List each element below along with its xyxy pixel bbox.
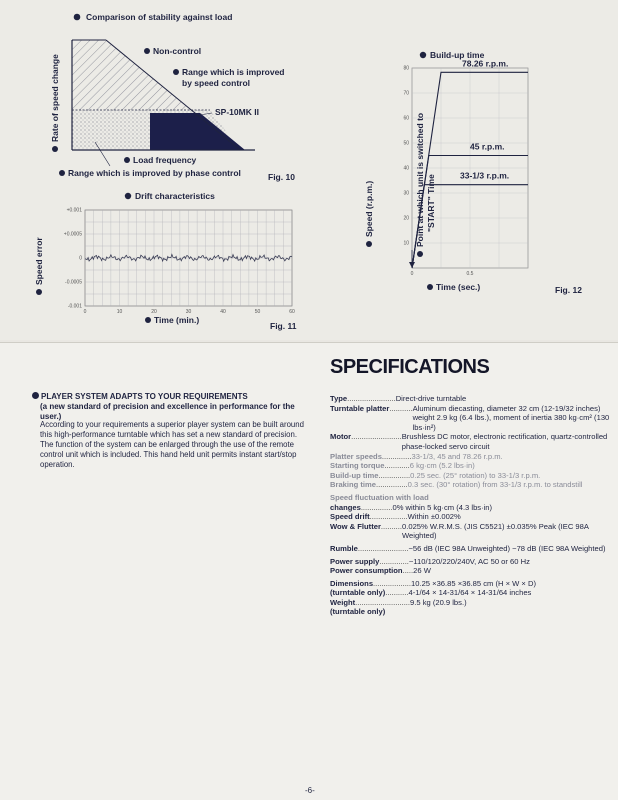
- spec-leader: ..............: [381, 451, 412, 461]
- spec-leader: ..................: [369, 512, 408, 522]
- fig10-noncontrol-label: Non-control: [153, 46, 202, 56]
- spec-value: 6 kg·cm (5.2 lbs·in): [409, 461, 475, 471]
- spec-row: [330, 598, 610, 608]
- fig11-ytick: 0: [79, 255, 82, 262]
- spec-key: Dimensions: [330, 578, 374, 588]
- fig12-xtick: 0: [410, 271, 414, 277]
- spec-value: [385, 607, 610, 617]
- fig12-series-label: 33-1/3 r.p.m.: [460, 170, 510, 181]
- fig11-ytick: +0.0005: [63, 231, 82, 238]
- spec-value: 0.25 sec. (25° rotation) to 33-1/3 r.p.m.: [410, 470, 541, 480]
- fig12-xtick: 0.5: [466, 271, 474, 277]
- spec-leader: ...........: [389, 403, 413, 413]
- spec-row: [330, 432, 610, 451]
- fig12-number: Fig. 12: [555, 285, 582, 295]
- spec-row: [330, 566, 610, 576]
- spec-row: [330, 588, 610, 598]
- fig10-speed-label-2: by speed control: [182, 78, 251, 88]
- fig10-load-label: Load frequency: [133, 155, 197, 165]
- fig11-number: Fig. 11: [270, 321, 297, 331]
- spec-value: 0.025% W.R.M.S. (JIS C5521) ±0.035% Peak (IEC 98A Weighted): [402, 521, 589, 541]
- spec-leader: ...............: [378, 470, 411, 480]
- spec-key: Motor: [330, 432, 352, 442]
- spec-leader: ..................: [373, 578, 412, 588]
- fig11-chart: [30, 188, 330, 338]
- spec-key: Rumble: [330, 543, 358, 553]
- spec-leader: ........................: [351, 432, 402, 442]
- spec-key: Wow & Flutter: [330, 521, 381, 531]
- fig12-title: Build-up time: [430, 50, 485, 60]
- fig10-number: Fig. 10: [268, 172, 295, 182]
- fig10-phase-label: Range which is improved by phase control: [68, 168, 241, 178]
- spec-row: [330, 461, 610, 471]
- spec-value: Brushless DC motor, electronic rectification, quartz-controlled phase-locked servo circuit: [401, 432, 608, 451]
- spec-key: changes: [330, 502, 361, 512]
- specifications-table: [330, 394, 610, 617]
- spec-value: Aluminum diecasting, diameter 32 cm (12-19/32 inches) weight 2.9 kg (6.4 lbs.), moment of inertia 380 kg·cm² (130 lbs·in²): [412, 403, 610, 432]
- spec-row: [330, 471, 610, 481]
- spec-key: Starting torque: [330, 461, 385, 471]
- fig12-ytick: 40: [403, 165, 409, 172]
- spec-leader: ...............: [360, 502, 393, 512]
- fig12-chart: [350, 40, 610, 340]
- spec-value: ~110/120/220/240V, AC 50 or 60 Hz: [408, 556, 530, 566]
- specifications-title: SPECIFICATIONS: [330, 356, 490, 378]
- fig10-model-label: SP-10MK II: [215, 107, 259, 117]
- fig12-ytick: 10: [403, 240, 409, 247]
- spec-value: 33-1/3, 45 and 78.26 r.p.m.: [411, 451, 503, 461]
- spec-value: 26 W: [413, 566, 431, 576]
- bullet-icon: [32, 392, 39, 399]
- fig10-chart: [40, 5, 340, 195]
- fig12-ytick: 20: [403, 215, 409, 222]
- fig11-xtick: 20: [151, 309, 157, 315]
- spec-leader: ............: [384, 461, 410, 471]
- fig12-series-label: 78.26 r.p.m.: [462, 58, 509, 69]
- spec-key: Braking time: [330, 480, 376, 490]
- figures-area: [0, 0, 618, 340]
- fig12-ytick: 30: [403, 190, 409, 197]
- spec-row: [330, 503, 610, 513]
- spec-key: (turntable only): [330, 588, 386, 598]
- fig11-xtick: 30: [185, 309, 192, 315]
- spec-value: [429, 493, 610, 503]
- page-number: -6-: [305, 786, 315, 795]
- spec-leader: ........................: [357, 543, 409, 553]
- spec-key: Power consumption: [330, 566, 403, 576]
- fig11-xtick: 60: [289, 309, 295, 315]
- spec-leader: ...............: [376, 480, 408, 490]
- spec-leader: ..........................: [355, 597, 411, 607]
- spec-leader: .....: [402, 566, 414, 576]
- fig11-xtick: 40: [220, 309, 226, 315]
- fig12-ytick: 80: [403, 65, 409, 72]
- spec-row: [330, 557, 610, 567]
- spec-row: [330, 480, 610, 490]
- spec-value: 0.3 sec. (30° rotation) from 33-1/3 r.p.m. to standstill: [407, 480, 583, 490]
- fig11-xtick: 50: [254, 309, 261, 315]
- spec-key: Speed fluctuation with load: [330, 492, 429, 502]
- fig11-title: Drift characteristics: [135, 191, 215, 201]
- spec-value: 4-1/64 × 14-31/64 × 14-31/64 inches: [408, 588, 532, 598]
- fig12-series-label: 45 r.p.m.: [470, 141, 505, 152]
- spec-leader: ..........: [380, 521, 403, 531]
- spec-leader: ...........: [385, 588, 409, 598]
- spec-row: [330, 512, 610, 522]
- spec-row: [330, 579, 610, 589]
- spec-value: 10.25 ×36.85 ×36.85 cm (H × W × D): [411, 578, 536, 588]
- fig11-ylabel: Speed error: [34, 237, 44, 285]
- spec-key: Turntable platter: [330, 403, 390, 413]
- spec-value: Direct-drive turntable: [395, 394, 467, 403]
- spec-key: Speed drift: [330, 512, 370, 522]
- fig11-ytick: -0.001: [67, 303, 82, 310]
- section-heading: PLAYER SYSTEM ADAPTS TO YOUR REQUIREMENTS: [32, 392, 312, 402]
- section-subheading: (a new standard of precision and excellence in performance for the user.): [40, 402, 295, 421]
- sp10-region: [150, 113, 245, 150]
- spec-value: 0% within 5 kg·cm (4.3 lbs·in): [392, 502, 493, 512]
- fig11-xlabel: Time (min.): [154, 315, 200, 325]
- fig12-annot-2: "START" Time: [426, 174, 436, 232]
- section-body: According to your requirements a superior player system can be built around this high-performance turntable which has set a new standard of precision. The function of the system can be enlarged through the use of the remote control unit which is included. This hand held unit permits instant start/stop operation.: [40, 420, 304, 469]
- spec-value: Within ±0.002%: [407, 512, 461, 522]
- spec-key: Platter speeds: [330, 451, 382, 461]
- spec-row: [330, 452, 610, 462]
- spec-key: (turntable only): [330, 607, 386, 617]
- fig12-xlabel: Time (sec.): [436, 282, 481, 292]
- fig11-xtick: 0: [83, 309, 87, 315]
- fig10-speed-label: Range which is improved: [182, 67, 285, 77]
- spec-row: [330, 493, 610, 503]
- spec-row: [330, 522, 610, 541]
- spec-value: −56 dB (IEC 98A Unweighted) −78 dB (IEC 98A Weighted): [408, 543, 606, 553]
- spec-leader: .......................: [347, 394, 396, 403]
- spec-key: Type: [330, 394, 348, 403]
- spec-row: [330, 404, 610, 433]
- spec-value: 9.5 kg (20.9 lbs.): [410, 597, 467, 607]
- fig11-ytick: +0.001: [66, 207, 82, 214]
- spec-leader: ..............: [379, 556, 409, 566]
- spec-key: Build-up time: [330, 470, 379, 480]
- fig11-xtick: 10: [116, 309, 123, 315]
- spec-key: Weight: [330, 597, 356, 607]
- fig10-title: Comparison of stability against load: [86, 12, 233, 22]
- spec-row: [330, 607, 610, 617]
- fig12-annot-1: Point at which unit is switched to: [415, 112, 425, 247]
- fig11-ytick: -0.0005: [65, 279, 82, 286]
- spec-key: Power supply: [330, 556, 380, 566]
- spec-row: [330, 544, 610, 554]
- fig12-ytick: 50: [403, 140, 409, 147]
- fig12-ytick: 60: [403, 115, 409, 122]
- fig10-ylabel: Rate of speed change: [50, 54, 60, 142]
- spec-row: [330, 394, 610, 404]
- fig12-ylabel: Speed (r.p.m.): [364, 180, 374, 237]
- fig12-ytick: 70: [403, 90, 409, 97]
